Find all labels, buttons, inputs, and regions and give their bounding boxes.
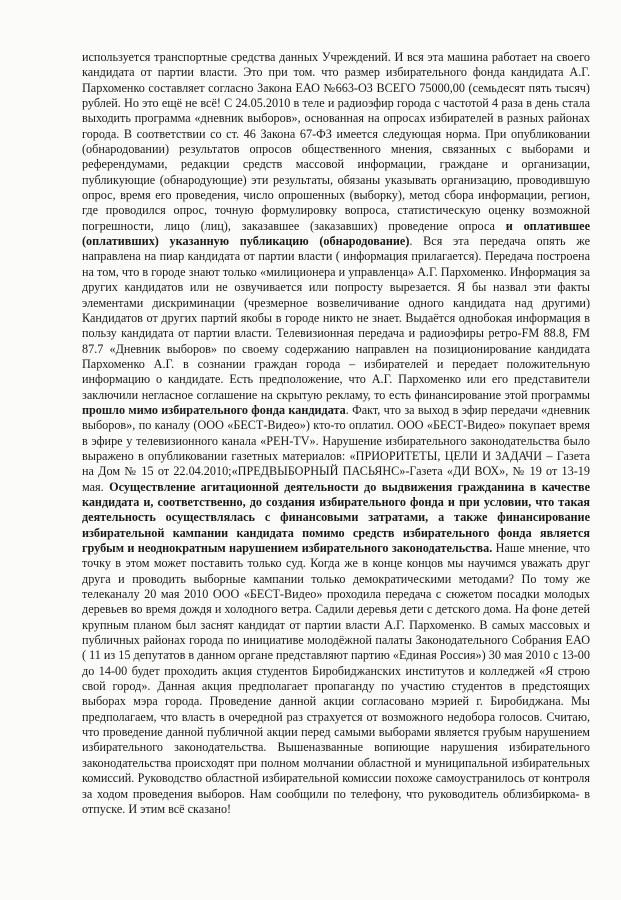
bold-segment-narushenie: Осуществление агитационной деятельности до выдвижения гражданина в качестве кандидата и, соответственно, до создания избирательного фонда и при условии, что такая деятельность осуществлялась с финансовыми затратами, а также финансирование избирательной кампании кандидата помимо средств избирательного фонда является грубым и неоднократным нарушением избирательного законодательства. [82, 479, 590, 555]
bold-segment-opros: и оплатившее (оплативших) указанную публикацию (обнародование) [82, 218, 590, 249]
text-segment-1: используется транспортные средства данных Учреждений. И вся эта машина работает на своего кандидата от партии власти. Это при том. что размер избирательного фонда кандидата А.Г. Пархоменко составляет согласно Закона ЕАО №663-ОЗ ВСЕГО 75000,00 (семьдесят пять тысяч) рублей. Но это ещё не всё! С 24.05.2010 в теле и радиоэфир города с частотой 4 раза в день стала выходить программа «дневник выборов», основанная на опросах избирателей в разных районах города. В соответствии со ст. 46 Закона 67-ФЗ имеется следующая норма. При опубликовании (обнародовании) результатов опросов общественного мнения, связанных с выборами и референдумами, редакции средств массовой информации, граждане и организации, публикующие (обнародующие) эти результаты, обязаны указывать организацию, проводившую опрос, время его проведения, число опрошенных (выборку), метод сбора информации, регион, где проводился опрос, точную формулировку вопроса, статистическую оценку возможной погрешности, лицо (лиц), заказавшее (заказавших) проведение опроса [82, 50, 590, 233]
text-segment-2: . Вся эта передача опять же направлена на пиар кандидата от партии власти ( информация прилагается). Передача построена на том, что в городе знают только «милиционера и управленца» А.Г. Пархоменко. Информация за других кандидатов или не озвучивается или попросту вырезается. Я бы назвал эти факты элементами дискриминации (чрезмерное возвеличивание одного кандидата над другими) Кандидатов от других партий якобы в городе никто не знает. Выдаётся однобокая информация в пользу кандидата от партии власти. Телевизионная передача и радиоэфиры ретро-FM 88.8, FM 87.7 «Дневник выборов» по своему содержанию направлен на позиционирование кандидата Пархоменко А.Г. в сознании граждан города – избирателей и передает положительную информацию о кандидате. Есть предположение, что А.Г. Пархоменко или его представители заключили негласное соглашение на скрытую рекламу, то есть финансирование этой программы [82, 234, 590, 402]
document-body [82, 50, 590, 817]
text-segment-3: . Факт, что за выход в эфир передачи «дневник выборов», по каналу (ООО «БЕСТ-Видео») кто-то оплатил. ООО «БЕСТ-Видео» покупает время в эфире у телевизионного канала «РЕН-TV». Нарушение избирательного законодательства было выражено в опубликовании газетных материалов: «ПРИОРИТЕТЫ, ЦЕЛИ И ЗАДАЧИ – Газета на Дом № 15 от 22.04.2010;«ПРЕДВЫБОРНЫЙ ПАСЬЯНС»-Газета «ДИ ВОХ», № 19 от 13-19 мая. [82, 402, 590, 494]
body-paragraph [82, 50, 590, 817]
text-segment-4: Наше мнение, что точку в этом может поставить только суд. Когда же в конце концов мы научимся уважать друг друга и проводить выборные кампании только демократическими методами? По тому же телеканалу 20 мая 2010 ООО «БЕСТ-Видео» проходила передача с сюжетом посадки молодых деревьев во время дождя и холодного ветра. Садили деревья дети с детского дома. На фоне детей крупным планом был заснят кандидат от партии власти А.Г. Пархоменко. В самых массовых и публичных районах города по инициативе молодёжной палаты Законодательного Собрания ЕАО ( 11 из 15 депутатов в данном органе представляют партию «Единая Россия») 30 мая 2010 с 13-00 до 14-00 будет проходить акция студентов Биробиджанских институтов и колледжей «Я строю свой город». Данная акция предполагает пропаганду по участию студентов в предстоящих выборах мэра города. Проведение данной акции согласовано мэрией г. Биробиджана. Мы предполагаем, что власть в очередной раз страхуется от возможного недобора голосов. Считаю, что проведение данной публичной акции перед самыми выборами является грубым нарушением избирательного законодательства. Вышеназванные вопиющие нарушения избирательного законодательства происходят при полном молчании областной и муниципальной избирательных комиссий. Руководство областной избирательной комиссии похоже самоустранилось от контроля за ходом проведения выборов. Нам сообщили по телефону, что руководитель облизбиркома- в отпуске. И этим всё сказано! [82, 541, 590, 816]
bold-segment-fond: прошло мимо избирательного фонда кандидата [82, 402, 346, 417]
